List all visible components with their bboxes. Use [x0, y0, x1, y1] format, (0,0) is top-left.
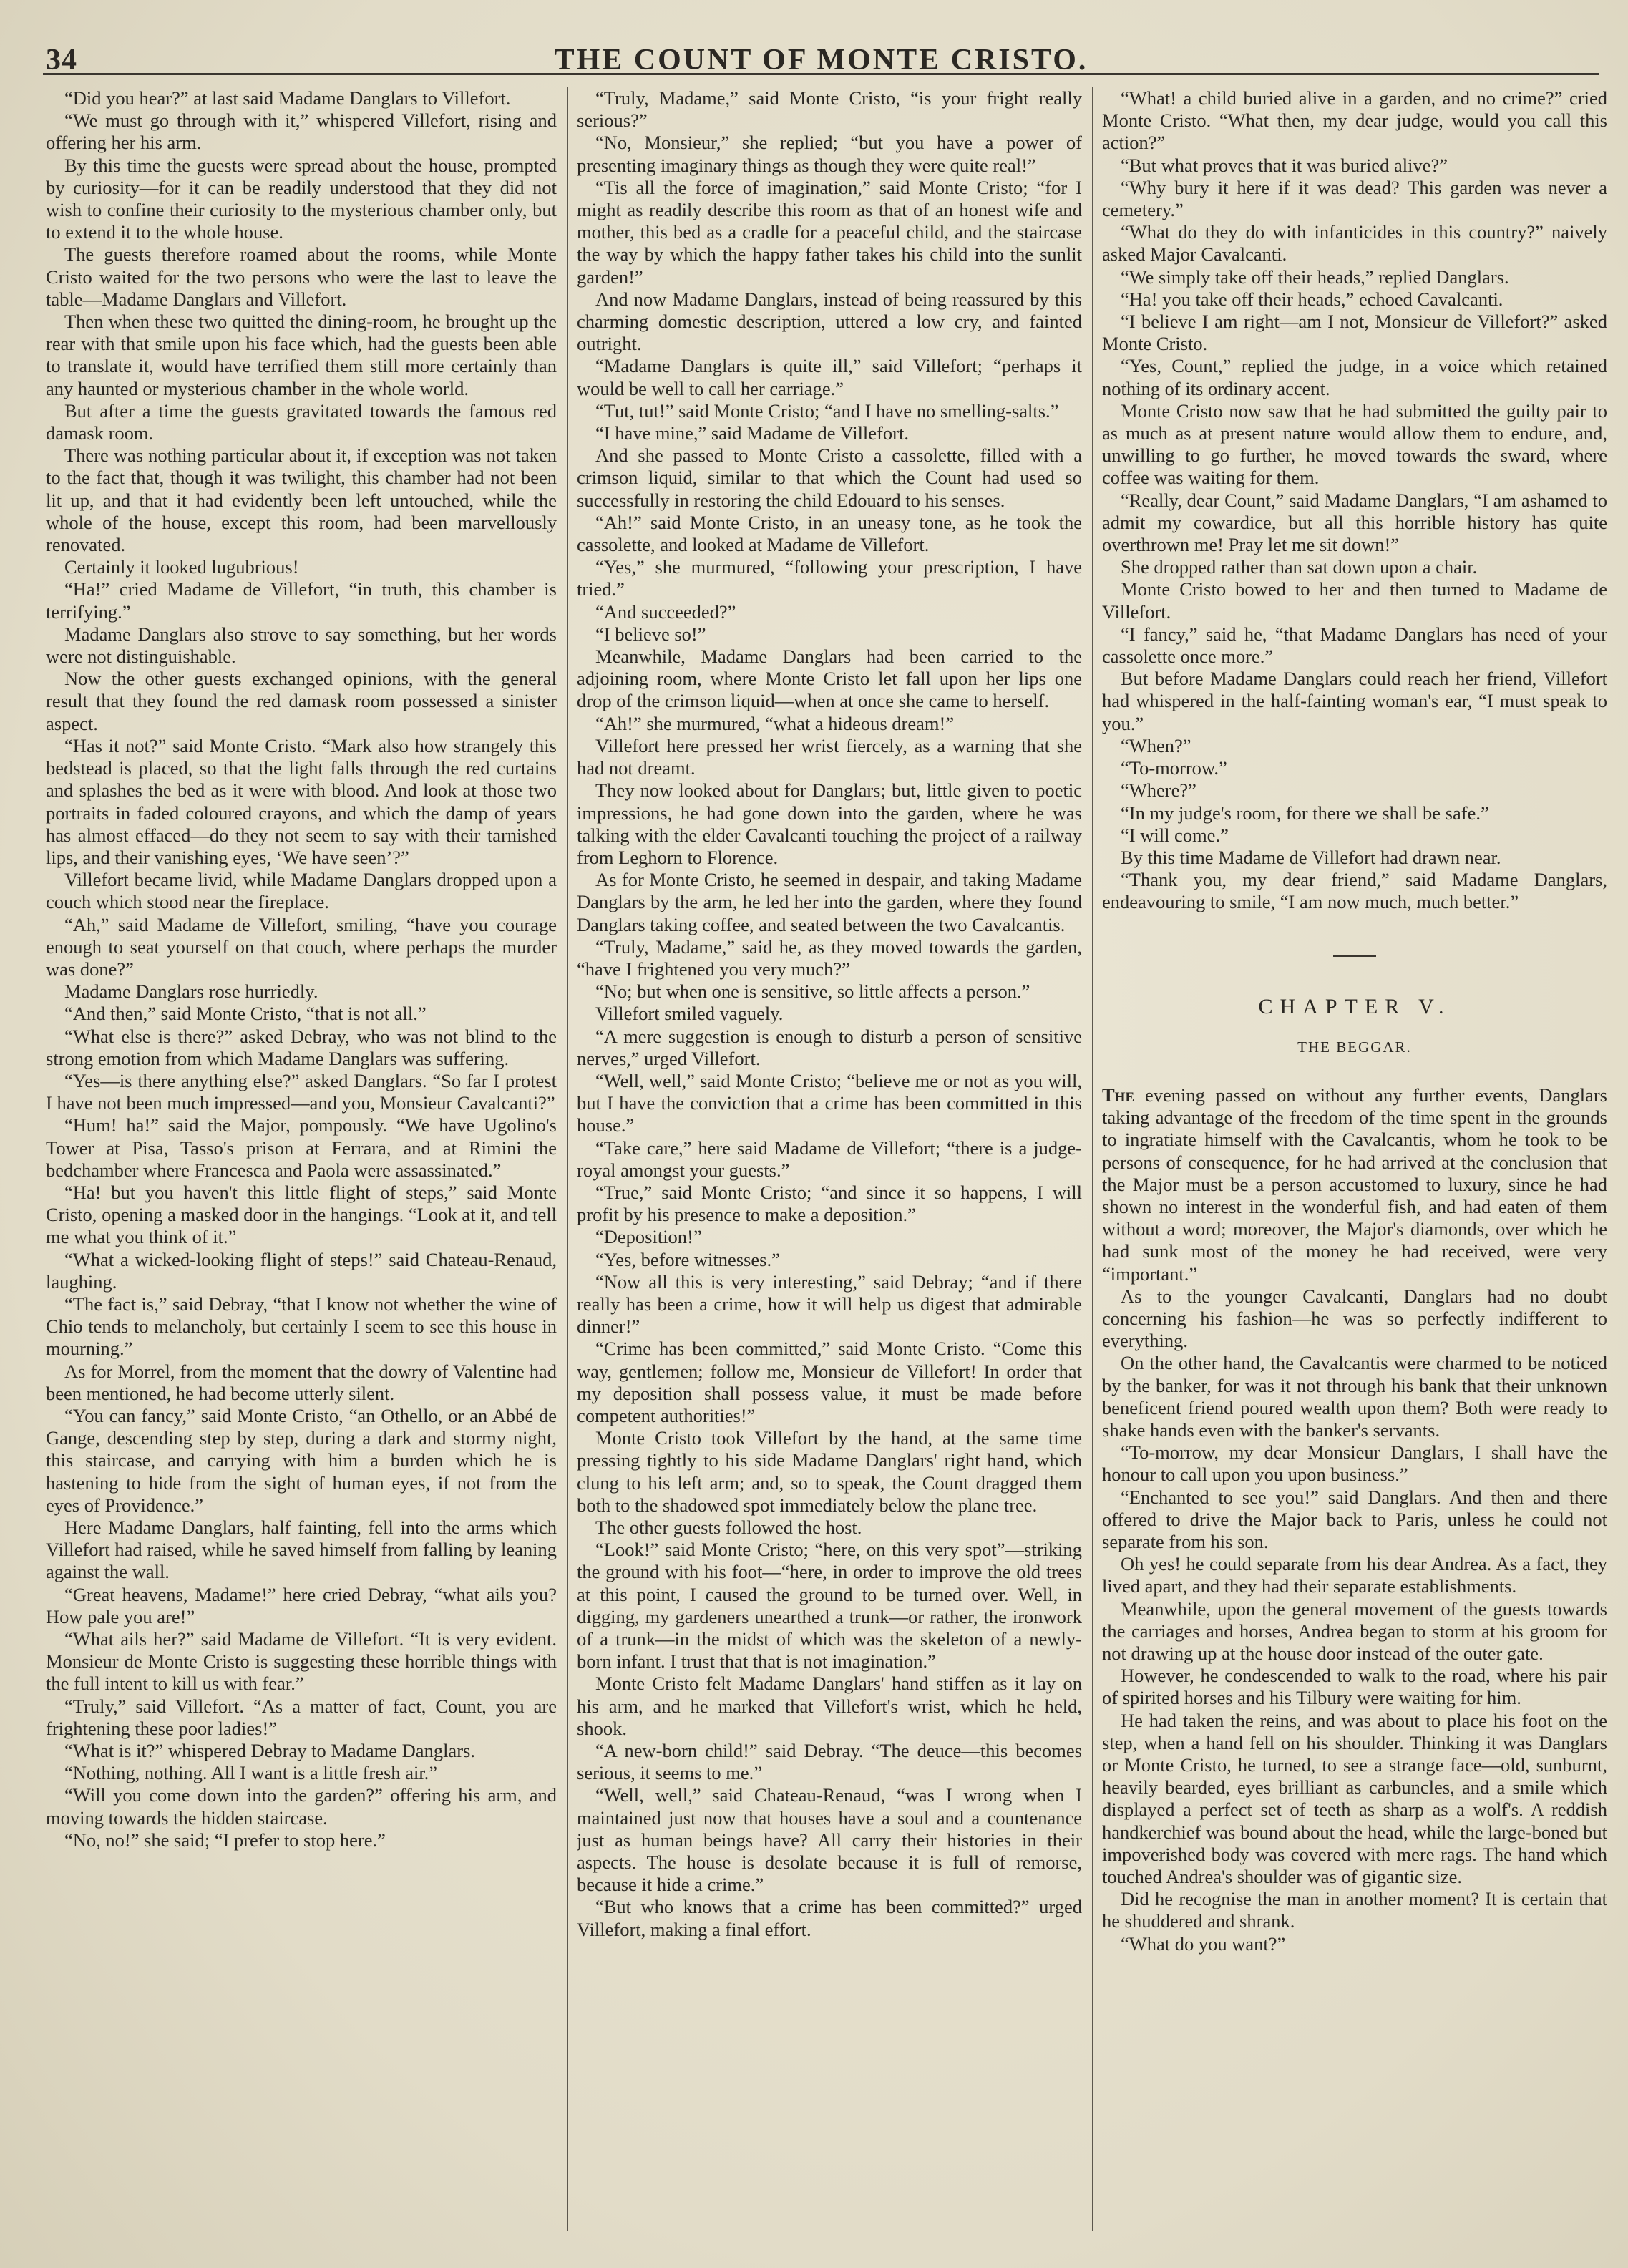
paragraph: “Great heavens, Madame!” here cried Debray, “what ails you? How pale you are!”	[46, 1583, 557, 1627]
paragraph: “I will come.”	[1121, 824, 1229, 846]
paragraph: “Has it not?” said Monte Cristo. “Mark also how strangely this bedstead is placed, so that the light falls through the red curtains and splashes the bed as it were with blood. And look at those two portraits in faded coloured crayons, and which the damp of years has almost effaced—do they not seem to say with their tarnished lips, and their vanishing eyes, ‘We have seen’?”	[46, 734, 557, 868]
paragraph: “We must go through with it,” whispered Villefort, rising and offering her his arm.	[46, 109, 557, 154]
column-divider	[567, 87, 568, 2231]
paragraph: The other guests followed the host.	[595, 1517, 862, 1538]
paragraph: He had taken the reins, and was about to place his foot on the step, when a hand fell on his shoulder. Thinking it was Danglars or Monte Cristo, he turned, to see a strange face—old, sunburnt, heavily bearded, eyes brilliant as carbuncles, and a smile which displayed a perfect set of teeth as sharp as a wolf's. A reddish handkerchief was bound about the head, while the large-boned but impoverished body was covered with mere rags. The hand which touched Andrea's shoulder was of gigantic size.	[1102, 1709, 1607, 1888]
paragraph: “Will you come down into the garden?” offering his arm, and moving towards the hidden staircase.	[46, 1784, 557, 1829]
paragraph: Monte Cristo felt Madame Danglars' hand stiffen as it lay on his arm, and he marked that Villefort's wrist, which he held, shook.	[577, 1673, 1082, 1739]
paragraph: “Truly, Madame,” said Monte Cristo, “is your fright really serious?”	[577, 87, 1082, 132]
paragraph: They now looked about for Danglars; but, little given to poetic impressions, he had gone down into the garden, where he was talking with the elder Cavalcanti touching the project of a railway from Leghorn to Florence.	[577, 779, 1082, 868]
chapter-opening-text: evening passed on without any further events, Danglars taking advantage of the freedom of the time spent in the grounds to ingratiate himself with the Cavalcantis, whom he took to be persons of consequence, for he had arrived at the conclusion that the Major must be a person accustomed to luxury, since he had shown no interest in the wonderful fish, and had eaten of them without a word; moreover, the Major's diamonds, over which he had sunk most of the money he had received, were very “important.”	[1102, 1084, 1607, 1285]
paragraph: “Enchanted to see you!” said Danglars. And then and there offered to drive the Major back to Paris, unless he could not separate from his son.	[1102, 1486, 1607, 1552]
paragraph: “What ails her?” said Madame de Villefort. “It is very evident. Monsieur de Monte Cristo is suggesting these horrible things with the full intent to kill us with fear.”	[46, 1628, 557, 1695]
paragraph: There was nothing particular about it, if exception was not taken to the fact that, though it was twilight, this chamber had not been lit up, and that it had evidently been left untouched, while the whole of the house, except this room, had been marvellously renovated.	[46, 444, 557, 556]
paragraph: “Ah,” said Madame de Villefort, smiling, “have you courage enough to seat yourself on that couch, where perhaps the murder was done?”	[46, 913, 557, 980]
paragraph: And she passed to Monte Cristo a cassolette, filled with a crimson liquid, similar to that which the Count had used so successfully in restoring the child Edouard to his senses.	[577, 444, 1082, 511]
paragraph: “No, no!” she said; “I prefer to stop here.”	[64, 1829, 386, 1851]
paragraph: “Really, dear Count,” said Madame Danglars, “I am ashamed to admit my cowardice, but all this horrible history has quite overthrown me! Pray let me sit down!”	[1102, 489, 1607, 556]
paragraph: “Where?”	[1121, 779, 1196, 802]
paragraph: By this time Madame de Villefort had drawn near.	[1121, 846, 1501, 868]
paragraph: The guests therefore roamed about the rooms, while Monte Cristo waited for the two persons who were the last to leave the table—Madame Danglars and Villefort.	[46, 243, 557, 310]
paragraph: “In my judge's room, for there we shall be safe.”	[1121, 802, 1489, 824]
paragraph: “To-morrow, my dear Monsieur Danglars, I shall have the honour to call upon you upon business.”	[1102, 1441, 1607, 1486]
paragraph: Villefort here pressed her wrist fiercely, as a warning that she had not dreamt.	[577, 734, 1082, 779]
paragraph: “Did you hear?” at last said Madame Danglars to Villefort.	[64, 87, 511, 109]
paragraph: Monte Cristo bowed to her and then turned to Madame de Villefort.	[1102, 578, 1607, 623]
paragraph: “And then,” said Monte Cristo, “that is not all.”	[64, 1003, 427, 1025]
paragraph: “Well, well,” said Chateau-Renaud, “was I wrong when I maintained just now that houses have a soul and a countenance just as human beings have? All carry their histories in their aspects. The house is desolate because it is full of remorse, because it hide a crime.”	[577, 1784, 1082, 1896]
paragraph: “The fact is,” said Debray, “that I know not whether the wine of Chio tends to melancholy, but certainly I seem to see this house in mourning.”	[46, 1293, 557, 1360]
paragraph: “I fancy,” said he, “that Madame Danglars has need of your cassolette once more.”	[1102, 623, 1607, 668]
paragraph: However, he condescended to walk to the road, where his pair of spirited horses and his Tilbury were waiting for him.	[1102, 1665, 1607, 1709]
text-column-2	[577, 87, 1082, 2249]
paragraph: “Ha!” cried Madame de Villefort, “in truth, this chamber is terrifying.”	[46, 578, 557, 623]
paragraph: “Hum! ha!” said the Major, pompously. “We have Ugolino's Tower at Pisa, Tasso's prison at Ferrara, and at Rimini the bedchamber where Francesca and Paola were assassinated.”	[46, 1114, 557, 1181]
paragraph: “Why bury it here if it was dead? This garden was never a cemetery.”	[1102, 176, 1607, 221]
chapter-first-word: The	[1102, 1084, 1135, 1106]
paragraph: “What else is there?” asked Debray, who was not blind to the strong emotion from which Madame Danglars was suffering.	[46, 1025, 557, 1069]
text-column-1	[46, 87, 557, 2249]
paragraph: “Ha! but you haven't this little flight of steps,” said Monte Cristo, opening a masked door in the hangings. “Look at it, and tell me what you think of it.”	[46, 1181, 557, 1248]
paragraph: “To-morrow.”	[1121, 757, 1227, 779]
paragraph: She dropped rather than sat down upon a chair.	[1121, 556, 1478, 578]
paragraph: “Well, well,” said Monte Cristo; “believe me or not as you will, but I have the conviction that a crime has been committed in this house.”	[577, 1069, 1082, 1137]
paragraph: Monte Cristo now saw that he had submitted the guilty pair to as much as at present nature would allow them to endure, and, unwilling to go further, he moved towards the sward, where coffee was waiting for them.	[1102, 399, 1607, 489]
paragraph: “What is it?” whispered Debray to Madame Danglars.	[64, 1740, 475, 1762]
paragraph: Madame Danglars also strove to say something, but her words were not distinguishable.	[46, 623, 557, 668]
paragraph: “Take care,” here said Madame de Villefort; “there is a judge-royal amongst your guests.”	[577, 1137, 1082, 1181]
paragraph: As for Monte Cristo, he seemed in despair, and taking Madame Danglars by the arm, he led her into the garden, where they found Danglars taking coffee, and seated between the two Cavalcantis.	[577, 869, 1082, 935]
paragraph: “I believe I am right—am I not, Monsieur de Villefort?” asked Monte Cristo.	[1102, 311, 1607, 355]
paragraph: But after a time the guests gravitated towards the famous red damask room.	[46, 399, 557, 444]
column-divider	[1092, 87, 1093, 2231]
paragraph: “No, Monsieur,” she replied; “but you have a power of presenting imaginary things as though they were quite real!”	[577, 132, 1082, 176]
paragraph: Now the other guests exchanged opinions, with the general result that they found the red damask room possessed a sinister aspect.	[46, 668, 557, 734]
paragraph: “Truly, Madame,” said he, as they moved towards the garden, “have I frightened you very much?”	[577, 935, 1082, 980]
paragraph: “When?”	[1121, 734, 1191, 756]
chapter-divider	[1333, 955, 1376, 957]
paragraph: “Yes, before witnesses.”	[595, 1248, 780, 1270]
paragraph: Oh yes! he could separate from his dear Andrea. As a fact, they lived apart, and they had their separate establishments.	[1102, 1553, 1607, 1597]
paragraph: “Madame Danglars is quite ill,” said Villefort; “perhaps it would be well to call her carriage.”	[577, 355, 1082, 399]
paragraph: “A new-born child!” said Debray. “The deuce—this becomes serious, it seems to me.”	[577, 1740, 1082, 1784]
paragraph: Madame Danglars rose hurriedly.	[64, 980, 318, 1003]
running-title: THE COUNT OF MONTE CRISTO.	[554, 44, 1088, 77]
chapter-opening-paragraph	[1102, 1084, 1607, 1285]
paragraph: As to the younger Cavalcanti, Danglars had no doubt concerning his fashion—he was so perfectly indifferent to everything.	[1102, 1285, 1607, 1352]
paragraph: “What do you want?”	[1121, 1932, 1286, 1955]
paragraph: “I believe so!”	[595, 623, 706, 645]
paragraph: “Tis all the force of imagination,” said Monte Cristo; “for I might as readily describe this room as that of an honest wife and mother, this bed as a cradle for a peaceful child, and the staircase the way by which the happy father takes his child into the sunlit garden!”	[577, 176, 1082, 288]
chapter-subtitle: THE BEGGAR.	[1297, 1038, 1412, 1056]
paragraph: “Thank you, my dear friend,” said Madame Danglars, endeavouring to smile, “I am now much, much better.”	[1102, 869, 1607, 913]
paragraph: “Truly,” said Villefort. “As a matter of fact, Count, you are frightening these poor ladies!”	[46, 1695, 557, 1739]
paragraph: Monte Cristo took Villefort by the hand, at the same time pressing tightly to his side Madame Danglars' right hand, which clung to his left arm; and, so to speak, the Count dragged them both to the shadowed spot immediately below the plane tree.	[577, 1427, 1082, 1516]
paragraph: “A mere suggestion is enough to disturb a person of sensitive nerves,” urged Villefort.	[577, 1025, 1082, 1069]
paragraph: “You can fancy,” said Monte Cristo, “an Othello, or an Abbé de Gange, descending step by step, during a dark and stormy night, this staircase, and carrying with him a burden which he is hastening to hide from the sight of human eyes, if not from the eyes of Providence.”	[46, 1404, 557, 1516]
paragraph: “Ah!” said Monte Cristo, in an uneasy tone, as he took the cassolette, and looked at Madame de Villefort.	[577, 511, 1082, 556]
page-number: 34	[46, 44, 77, 77]
paragraph: “Nothing, nothing. All I want is a little fresh air.”	[64, 1762, 438, 1784]
paragraph: “What! a child buried alive in a garden, and no crime?” cried Monte Cristo. “What then, my dear judge, would you call this action?”	[1102, 87, 1607, 154]
paragraph: “What a wicked-looking flight of steps!” said Chateau-Renaud, laughing.	[46, 1248, 557, 1293]
paragraph: “Tut, tut!” said Monte Cristo; “and I have no smelling-salts.”	[595, 399, 1059, 422]
paragraph: Did he recognise the man in another moment? It is certain that he shuddered and shrank.	[1102, 1888, 1607, 1932]
paragraph: Here Madame Danglars, half fainting, fell into the arms which Villefort had raised, while he saved himself from falling by leaning against the wall.	[46, 1517, 557, 1583]
paragraph: “No; but when one is sensitive, so little affects a person.”	[595, 980, 1030, 1003]
paragraph: Meanwhile, Madame Danglars had been carried to the adjoining room, where Monte Cristo let fall upon her lips one drop of the crimson liquid—when at once she came to herself.	[577, 646, 1082, 712]
paragraph: Certainly it looked lugubrious!	[64, 556, 299, 578]
paragraph: “Now all this is very interesting,” said Debray; “and if there really has been a crime, how it will help us digest that admirable dinner!”	[577, 1270, 1082, 1338]
paragraph: On the other hand, the Cavalcantis were charmed to be noticed by the banker, for was it not through his bank that their unknown beneficent friend poured wealth upon them? Both were ready to shake hands even with the banker's servants.	[1102, 1352, 1607, 1441]
paragraph: “But what proves that it was buried alive?”	[1121, 154, 1448, 176]
paragraph: “But who knows that a crime has been committed?” urged Villefort, making a final effort.	[577, 1896, 1082, 1940]
chapter-heading: CHAPTER V.	[1258, 994, 1451, 1018]
page-header	[43, 42, 1599, 75]
paragraph: “Crime has been committed,” said Monte Cristo. “Come this way, gentlemen; follow me, Monsieur de Villefort! In order that my deposition shall possess value, it must be made before competent authorities!”	[577, 1338, 1082, 1426]
paragraph: Villefort smiled vaguely.	[595, 1003, 784, 1025]
paragraph: “Yes, Count,” replied the judge, in a voice which retained nothing of its ordinary accent.	[1102, 355, 1607, 399]
text-column-3	[1102, 87, 1607, 2249]
paragraph: “Ah!” she murmured, “what a hideous dream!”	[595, 712, 955, 734]
paragraph: “Yes,” she murmured, “following your prescription, I have tried.”	[577, 556, 1082, 600]
paragraph: But before Madame Danglars could reach her friend, Villefort had whispered in the half-fainting woman's ear, “I must speak to you.”	[1102, 668, 1607, 734]
paragraph: “Yes—is there anything else?” asked Danglars. “So far I protest I have not been much impressed—and you, Monsieur Cavalcanti?”	[46, 1069, 557, 1114]
paragraph: “Deposition!”	[595, 1226, 702, 1248]
paragraph: “And succeeded?”	[595, 600, 736, 623]
paragraph: As for Morrel, from the moment that the dowry of Valentine had been mentioned, he had become utterly silent.	[46, 1360, 557, 1404]
paragraph: “I have mine,” said Madame de Villefort.	[595, 422, 909, 444]
paragraph: “We simply take off their heads,” replied Danglars.	[1121, 266, 1509, 288]
paragraph: Meanwhile, upon the general movement of the guests towards the carriages and horses, Andrea began to storm at his groom for not drawing up at the house door instead of the outer gate.	[1102, 1597, 1607, 1664]
paragraph: “True,” said Monte Cristo; “and since it so happens, I will profit by his presence to make a deposition.”	[577, 1181, 1082, 1226]
paragraph: “Look!” said Monte Cristo; “here, on this very spot”—striking the ground with his foot—“here, in order to improve the old trees at this point, I caused the ground to be turned over. Well, in digging, my gardeners unearthed a trunk—or rather, the ironwork of a trunk—in the midst of which was the skeleton of a newly-born infant. I trust that that is not imagination.”	[577, 1539, 1082, 1673]
paragraph: “Ha! you take off their heads,” echoed Cavalcanti.	[1121, 288, 1503, 310]
paragraph: Then when these two quitted the dining-room, he brought up the rear with that smile upon his face which, had the guests been able to translate it, would have terrified them still more certainly than any haunted or mysterious chamber in the whole world.	[46, 311, 557, 399]
paragraph: By this time the guests were spread about the house, prompted by curiosity—for it can be readily understood that they did not wish to confine their curiosity to the mysterious chamber only, but to extend it to the whole house.	[46, 154, 557, 243]
paragraph: And now Madame Danglars, instead of being reassured by this charming domestic description, uttered a low cry, and fainted outright.	[577, 288, 1082, 355]
paragraph: Villefort became livid, while Madame Danglars dropped upon a couch which stood near the fireplace.	[46, 869, 557, 913]
paragraph: “What do they do with infanticides in this country?” naively asked Major Cavalcanti.	[1102, 221, 1607, 266]
